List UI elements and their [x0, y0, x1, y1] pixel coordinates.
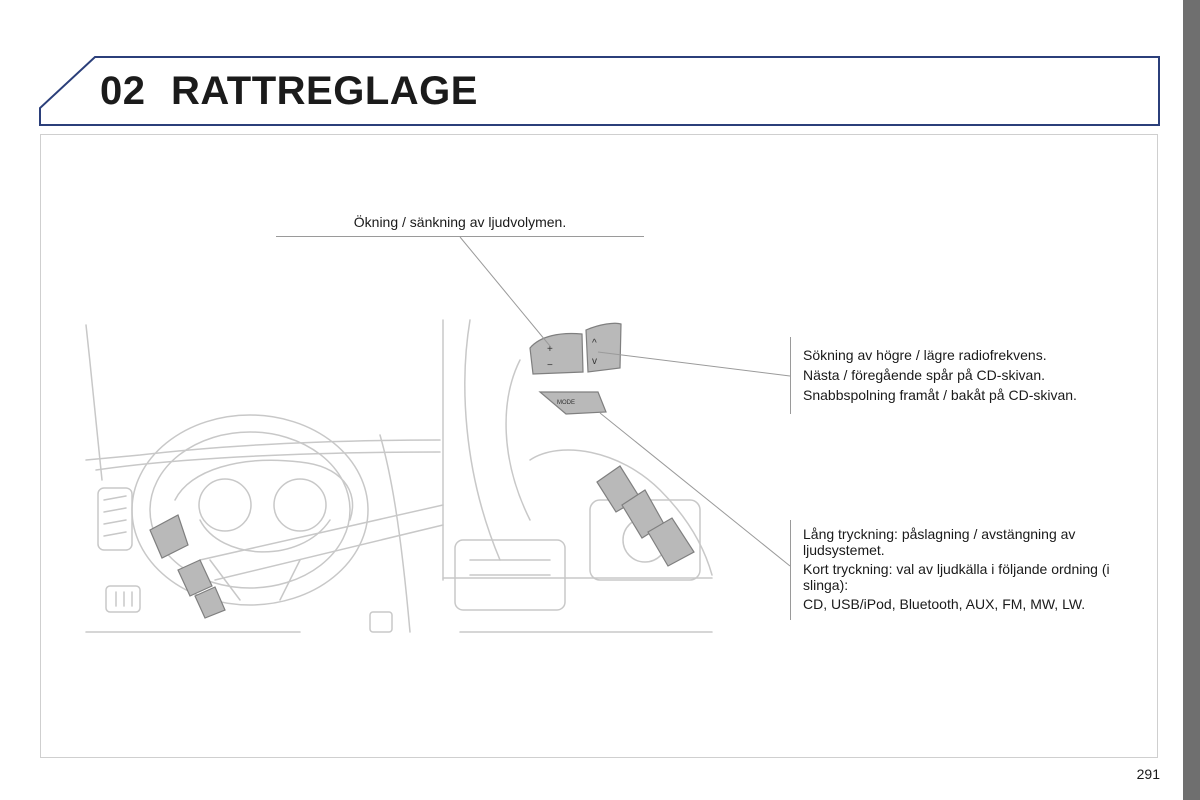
volume-callout-text: Ökning / sänkning av ljudvolymen. [353, 214, 567, 230]
chapter-number: 02 [100, 69, 146, 113]
page-number: 291 [1136, 766, 1160, 782]
seek-callout-line: Nästa / föregående spår på CD-skivan. [803, 367, 1046, 383]
volume-up-label: + [547, 344, 553, 355]
mode-callout-line: Lång tryckning: påslagning / avstängning av ljudsystemet. [803, 526, 1076, 558]
mode-callout-line: Kort tryckning: val av ljudkälla i följande ordning (i slinga): [803, 561, 1110, 593]
volume-callout-rule [276, 236, 644, 237]
mode-callout [803, 526, 1143, 615]
volume-down-label: − [547, 360, 553, 371]
chapter-title: RATTREGLAGE [171, 69, 478, 113]
seek-down-label: v [592, 356, 597, 367]
seek-callout-line: Snabbspolning framåt / bakåt på CD-skivan. [803, 387, 1077, 403]
seek-up-label: ^ [592, 338, 597, 349]
volume-callout [276, 213, 644, 231]
seek-callout-line: Sökning av högre / lägre radiofrekvens. [803, 347, 1047, 363]
seek-callout [803, 346, 1143, 406]
mode-callout-bar [790, 520, 791, 620]
seek-callout-bar [790, 337, 791, 414]
mode-callout-line: CD, USB/iPod, Bluetooth, AUX, FM, MW, LW. [803, 596, 1086, 612]
mode-button-label: MODE [557, 400, 575, 406]
